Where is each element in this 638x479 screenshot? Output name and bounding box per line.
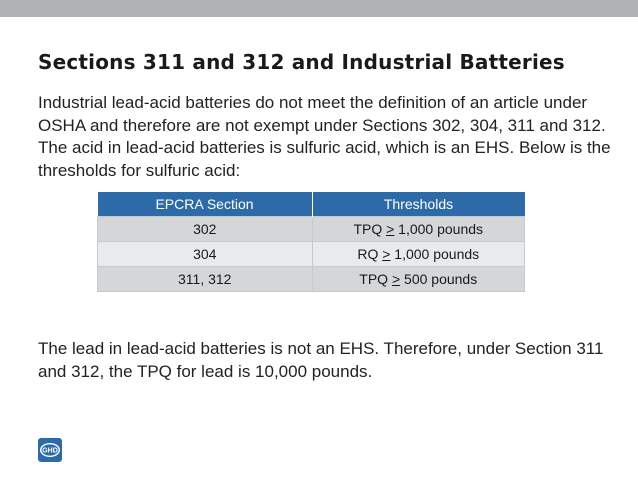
threshold-cell bbox=[312, 267, 525, 292]
threshold-value: 1,000 pounds bbox=[390, 246, 480, 262]
top-decorative-band bbox=[0, 0, 638, 17]
threshold-prefix: TPQ bbox=[353, 221, 387, 237]
lead-paragraph: The lead in lead-acid batteries is not an EHS. Therefore, under Section 311 and 312, the TPQ for lead is 10,000 pounds. bbox=[38, 339, 604, 381]
threshold-value: 500 pounds bbox=[400, 271, 478, 287]
slide-title: Sections 311 and 312 and Industrial Batteries bbox=[38, 50, 565, 74]
greater-equal-symbol: > bbox=[386, 221, 395, 237]
intro-paragraph: Industrial lead-acid batteries do not meet the definition of an article under OSHA and therefore are not exempt under Sections 302, 304, 311 and 312. The acid in lead-acid batteries is sulfuric acid, which is an EHS. Below is the thresholds for sulfuric acid: bbox=[38, 93, 611, 180]
header-epcra-section: EPCRA Section bbox=[98, 192, 313, 217]
greater-equal-symbol: > bbox=[382, 246, 391, 262]
logo-text: GHD bbox=[42, 447, 58, 455]
threshold-cell bbox=[312, 242, 525, 267]
thresholds-table bbox=[97, 192, 525, 292]
threshold-prefix: TPQ bbox=[359, 271, 392, 287]
ghd-logo-icon bbox=[38, 438, 62, 462]
section-cell: 302 bbox=[98, 217, 313, 242]
threshold-cell bbox=[312, 217, 525, 242]
greater-equal-symbol: > bbox=[391, 271, 401, 287]
table-header-row bbox=[98, 192, 525, 217]
threshold-value: 1,000 pounds bbox=[394, 221, 484, 237]
table-row bbox=[98, 242, 525, 267]
table-row bbox=[98, 267, 525, 292]
threshold-prefix: RQ bbox=[357, 246, 383, 262]
table-row bbox=[98, 217, 525, 242]
ghd-logo bbox=[38, 438, 62, 467]
section-cell: 304 bbox=[98, 242, 313, 267]
header-thresholds: Thresholds bbox=[312, 192, 525, 217]
section-cell: 311, 312 bbox=[98, 267, 313, 292]
